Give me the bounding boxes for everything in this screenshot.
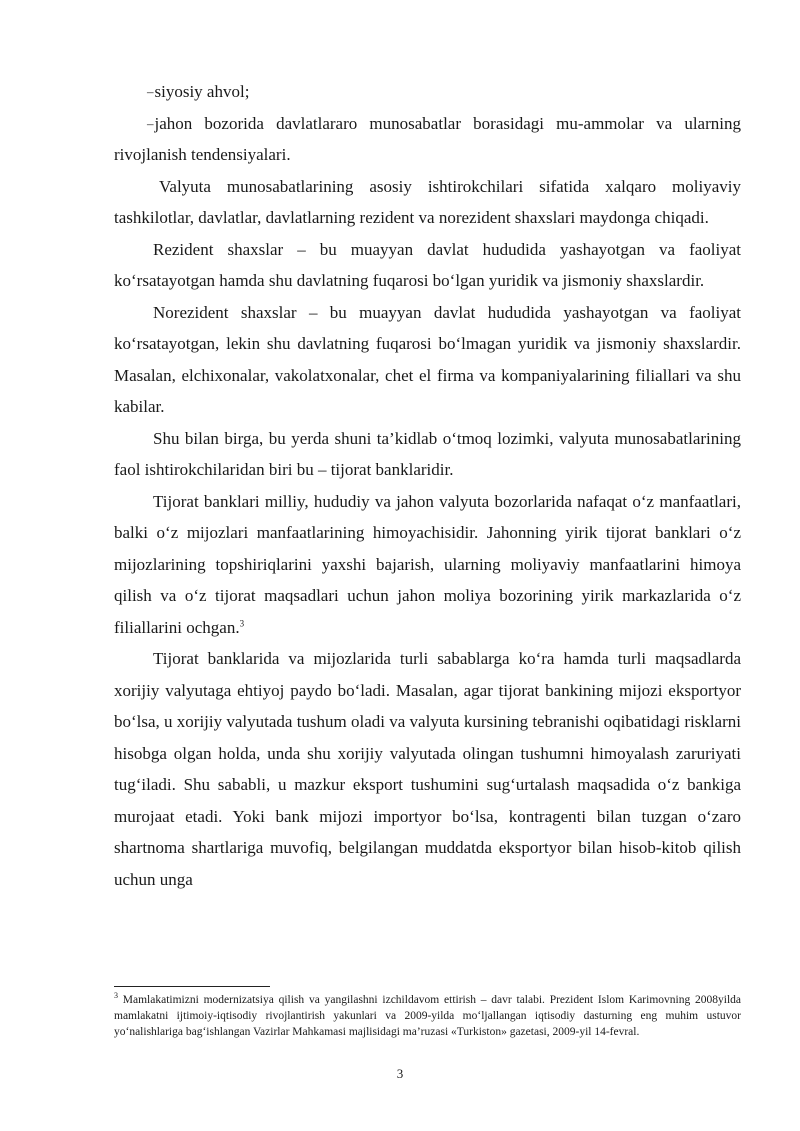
list-item [114,76,741,108]
list-item [114,108,741,171]
paragraph-commercial-banks: Shu bilan birga, bu yerda shuni ta’kidlab o‘tmoq lozimki, valyuta munosabatlarining faol ishtirokchilaridan biri bu – tijorat banklaridir. [114,428,741,479]
paragraph-bank-interests [114,486,741,644]
paragraph-currency-needs: Tijorat banklarida va mijozlarida turli sabablarga ko‘ra hamda turli maqsadlarda xorijiy valyutaga ehtiyoj paydo bo‘ladi. Masalan, agar tijorat bankining mijozi eksportyor bo‘lsa, u xorijiy valyutada tushum oladi va valyuta kursining tebranishi oqibatidagi risklarni hisobga olgan holda, unda shu xorijiy valyutada olingan tushumni himoyalash zaruriyati tug‘iladi. Shu sababli, u mazkur eksport tushumini sug‘urtalash maqsadida o‘z bankiga murojaat etadi. Yoki bank mijozi importyor bo‘lsa, kontragenti bilan tuzgan o‘zaro shartnoma shartlariga muvofiq, belgilangan muddatda eksportyor bilan hisob-kitob qilish uchun unga [114,649,741,889]
footnote-text: Mamlakatimizni modernizatsiya qilish va yangilashni izchildavom ettirish – davr talabi. Prezident Islom Karimovning 2008yilda mamlakatni ijtimoiy-iqtisodiy rivojlantirish yakunlari va 2009-yilda mo‘ljallangan iqtisodiy dasturning eng muhim ustuvor yo‘nalishlariga bag‘ishlangan Vazirlar Mahkamasi majlisidagi ma’ruzasi «Turkiston» gazetasi, 2009-yil 14-fevral. [114,994,741,1038]
list-dash: – [147,115,154,131]
footnote-reference[interactable]: 3 [239,617,245,628]
list-dash: – [147,84,154,99]
paragraph-nonresident: Norezident shaxslar – bu muayyan davlat hududida yashayotgan va faoliyat ko‘rsatayotgan, lekin shu davlatning fuqarosi bo‘lmagan yuridik va jismoniy shaxslardir. Masalan, elchixonalar, vakolatxonalar, chet el firma va kompaniyalarining filiallari va shu kabilar. [114,302,741,416]
body-text [114,76,741,895]
page-number: 3 [396,1066,404,1081]
paragraph-participants: Valyuta munosabatlarining asosiy ishtirokchilari sifatida xalqaro moliyaviy tashkilotlar, davlatlar, davlatlarning rezident va norezident shaxslari maydonga chiqadi. [114,176,741,227]
footnote-separator [114,986,270,987]
paragraph-resident: Rezident shaxslar – bu muayyan davlat hududida yashayotgan va faoliyat ko‘rsatayotgan hamda shu davlatning fuqarosi bo‘lgan yuridik va jismoniy shaxslardir. [114,239,741,290]
list-item-text: siyosiy ahvol; [154,82,250,101]
list-item-text: jahon bozorida davlatlararo munosabatlar borasidagi mu-ammolar va ularning rivojlanish tendensiyalari. [114,113,741,164]
paragraph-bank-interests-text: Tijorat banklari milliy, hududiy va jahon valyuta bozorlarida nafaqat o‘z manfaatlari, balki o‘z mijozlari manfaatlarining himoyachisidir. Jahonning yirik tijorat banklari o‘z mijozlarining topshiriqlarini yaxshi bajarish, ularning moliyaviy manfaatlarini himoya qilish va o‘z tijorat maqsadlari uchun jahon moliya bozorining yirik markazlarida o‘z filiallarini ochgan. [114,491,741,637]
footnote [114,992,741,1040]
footnote-number: 3 [114,991,118,1001]
